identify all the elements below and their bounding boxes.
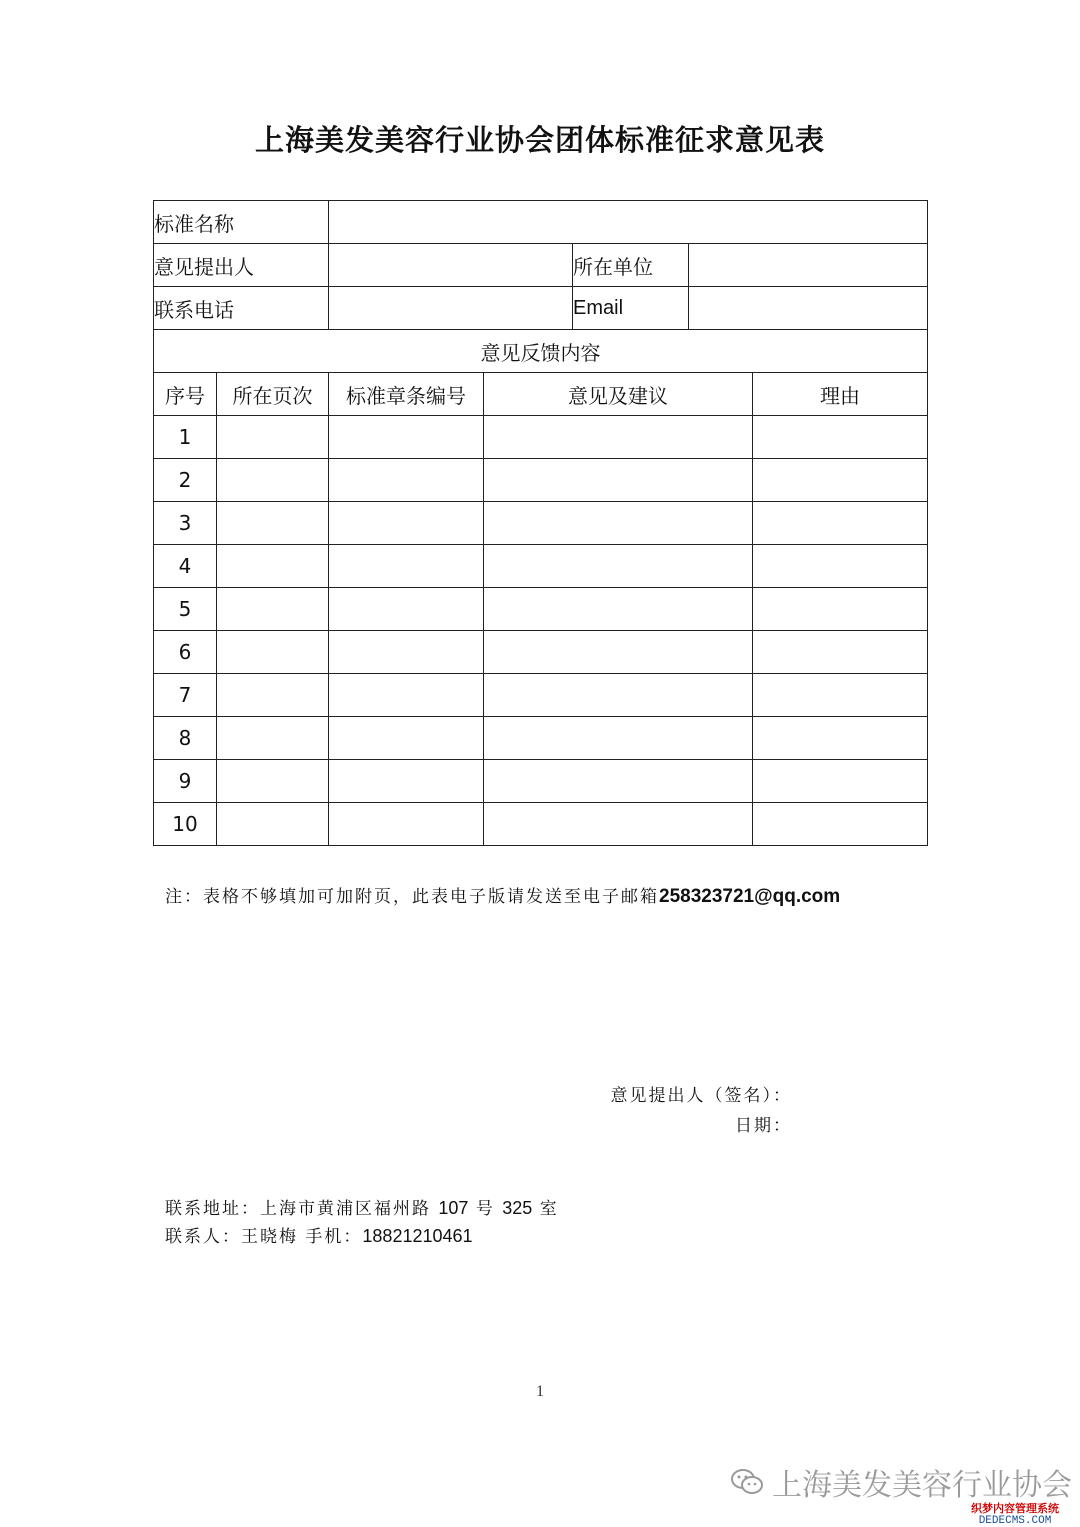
suggestion-cell[interactable]	[484, 760, 753, 803]
site-watermark-cn: 织梦内容管理系统	[971, 1502, 1059, 1515]
phone-field[interactable]	[329, 287, 573, 330]
reason-cell[interactable]	[753, 545, 928, 588]
table-row	[154, 459, 928, 502]
clause-cell[interactable]	[329, 545, 484, 588]
wechat-watermark	[730, 1460, 1072, 1504]
clause-cell[interactable]	[329, 674, 484, 717]
proposer-field[interactable]	[329, 244, 573, 287]
suggestion-cell[interactable]	[484, 717, 753, 760]
table-row	[154, 760, 928, 803]
suggestion-cell[interactable]	[484, 803, 753, 846]
clause-cell[interactable]	[329, 502, 484, 545]
signature-label: 意见提出人（签名）：	[610, 1086, 792, 1106]
reason-cell[interactable]	[753, 502, 928, 545]
page-cell[interactable]	[217, 631, 329, 674]
clause-cell[interactable]	[329, 717, 484, 760]
page-cell[interactable]	[217, 459, 329, 502]
reason-cell[interactable]	[753, 803, 928, 846]
email-field[interactable]	[689, 287, 928, 330]
row-number: 4	[154, 545, 217, 588]
column-header: 标准章条编号	[329, 373, 484, 416]
reason-cell[interactable]	[753, 717, 928, 760]
proposer-row	[154, 244, 928, 287]
page-cell[interactable]	[217, 416, 329, 459]
note-email: 258323721@qq.com	[659, 886, 841, 907]
row-number: 5	[154, 588, 217, 631]
page-cell[interactable]	[217, 717, 329, 760]
column-header: 意见及建议	[484, 373, 753, 416]
clause-cell[interactable]	[329, 416, 484, 459]
table-row	[154, 674, 928, 717]
reason-cell[interactable]	[753, 760, 928, 803]
standard-name-field[interactable]	[329, 201, 928, 244]
address-suffix: 室	[539, 1199, 559, 1219]
feedback-form-table	[153, 200, 928, 846]
site-watermark-en: DEDECMS.COM	[978, 1515, 1052, 1527]
suggestion-cell[interactable]	[484, 631, 753, 674]
table-row	[154, 631, 928, 674]
reason-cell[interactable]	[753, 674, 928, 717]
column-header-row	[154, 373, 928, 416]
unit-field[interactable]	[689, 244, 928, 287]
column-header: 序号	[154, 373, 217, 416]
contact-row	[154, 287, 928, 330]
table-row	[154, 588, 928, 631]
phone-label: 联系电话	[154, 287, 329, 330]
column-header: 所在页次	[217, 373, 329, 416]
table-row	[154, 416, 928, 459]
address-mid: 号	[475, 1199, 495, 1219]
page-cell[interactable]	[217, 588, 329, 631]
suggestion-cell[interactable]	[484, 502, 753, 545]
suggestion-cell[interactable]	[484, 459, 753, 502]
page-title: 上海美发美容行业协会团体标准征求意见表	[254, 123, 825, 157]
row-number: 8	[154, 717, 217, 760]
page-cell[interactable]	[217, 502, 329, 545]
table-row	[154, 502, 928, 545]
contact-address	[165, 1194, 559, 1219]
page-cell[interactable]	[217, 545, 329, 588]
suggestion-cell[interactable]	[484, 545, 753, 588]
column-header: 理由	[753, 373, 928, 416]
page-cell[interactable]	[217, 760, 329, 803]
clause-cell[interactable]	[329, 760, 484, 803]
table-row	[154, 803, 928, 846]
row-number: 10	[154, 803, 217, 846]
unit-label: 所在单位	[573, 244, 689, 287]
suggestion-cell[interactable]	[484, 674, 753, 717]
clause-cell[interactable]	[329, 803, 484, 846]
row-number: 3	[154, 502, 217, 545]
email-label: Email	[573, 287, 689, 330]
page-cell[interactable]	[217, 674, 329, 717]
row-number: 9	[154, 760, 217, 803]
mobile-number: 18821210461	[362, 1226, 473, 1246]
row-number: 1	[154, 416, 217, 459]
reason-cell[interactable]	[753, 459, 928, 502]
wechat-icon	[730, 1468, 764, 1496]
reason-cell[interactable]	[753, 588, 928, 631]
standard-name-row	[154, 201, 928, 244]
address-prefix: 联系地址：上海市黄浦区福州路	[165, 1199, 431, 1219]
suggestion-cell[interactable]	[484, 588, 753, 631]
clause-cell[interactable]	[329, 459, 484, 502]
standard-name-label: 标准名称	[154, 201, 329, 244]
table-row	[154, 545, 928, 588]
person-prefix: 联系人：王晓梅 手机：	[165, 1227, 363, 1247]
row-number: 6	[154, 631, 217, 674]
reason-cell[interactable]	[753, 416, 928, 459]
note-text: 注：表格不够填加可加附页，此表电子版请发送至电子邮箱	[165, 887, 659, 907]
feedback-header-row	[154, 330, 928, 373]
row-number: 7	[154, 674, 217, 717]
table-row	[154, 717, 928, 760]
page-number: 1	[536, 1383, 544, 1400]
page-cell[interactable]	[217, 803, 329, 846]
site-watermark	[960, 1503, 1070, 1527]
contact-person	[165, 1222, 473, 1247]
proposer-label: 意见提出人	[154, 244, 329, 287]
row-number: 2	[154, 459, 217, 502]
reason-cell[interactable]	[753, 631, 928, 674]
clause-cell[interactable]	[329, 588, 484, 631]
clause-cell[interactable]	[329, 631, 484, 674]
address-room: 325	[502, 1198, 533, 1218]
date-label: 日期：	[735, 1116, 792, 1136]
feedback-header: 意见反馈内容	[154, 330, 928, 373]
suggestion-cell[interactable]	[484, 416, 753, 459]
note	[165, 882, 840, 908]
watermark-account: 上海美发美容行业协会	[772, 1468, 1072, 1503]
address-number: 107	[438, 1198, 469, 1218]
